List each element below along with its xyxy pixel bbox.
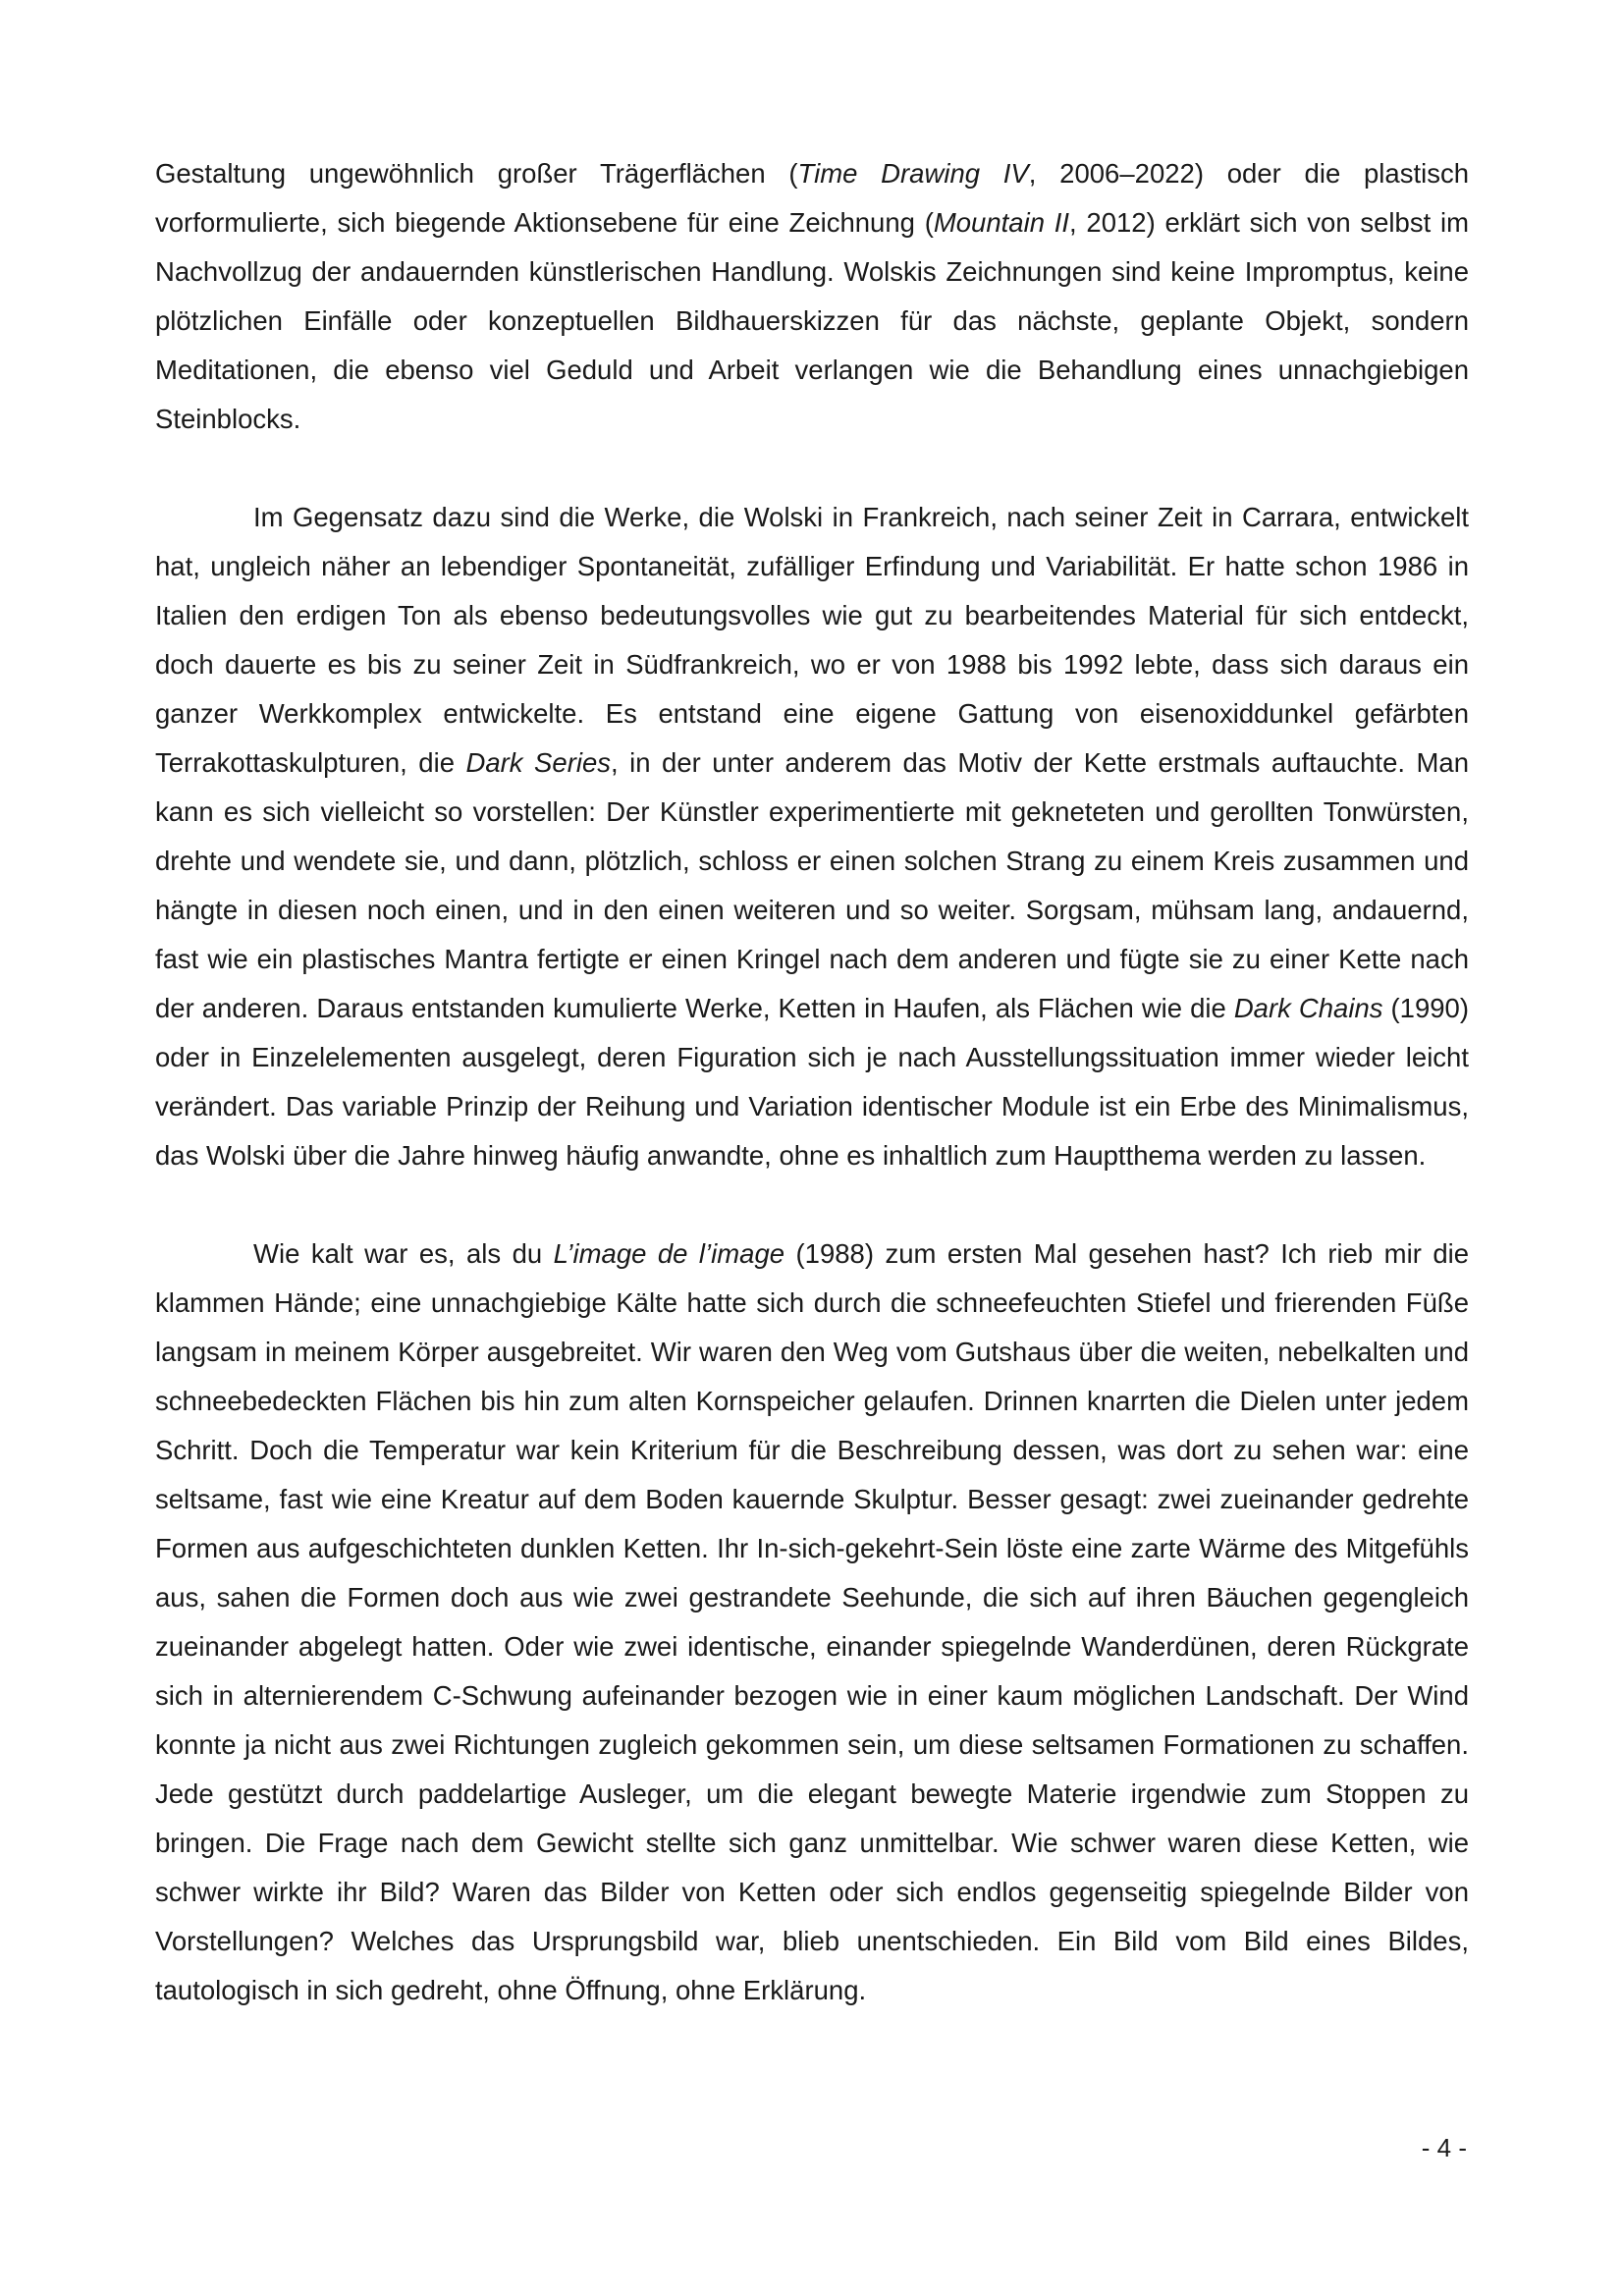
paragraph-3-segment-3: (1988) zum ersten Mal gesehen hast? Ich rieb mir die klammen Hände; eine unnachgiebige Kälte hatte sich durch die schneefeuchten Stiefel und frierenden Füße langsam in meinem Körper ausgebreitet. Wir waren den Weg vom Gutshaus über die weiten, nebelkalten und schneebedeckten Flächen bis hin zum alten Kornspeicher gelaufen. Drinnen knarrten die Dielen unter jedem Schritt. Doch die Temperatur war kein Kriterium für die Beschreibung dessen, was dort zu sehen war: eine seltsame, fast wie eine Kreatur auf dem Boden kauernde Skulptur. Besser gesagt: zwei zueinander gedrehte Formen aus aufgeschichteten dunklen Ketten. Ihr In-sich-gekehrt-Sein löste eine zarte Wärme des Mitgefühls aus, sahen die Formen doch aus wie zwei gestrandete Seehunde, die sich auf ihren Bäuchen gegengleich zueinander abgelegt hatten. Oder wie zwei identische, einander spiegelnde Wanderdünen, deren Rückgrate sich in alternierendem C-Schwung aufeinander bezogen wie in einer kaum möglichen Landschaft. Der Wind konnte ja nicht aus zwei Richtungen zugleich gekommen sein, um diese seltsamen Formationen zu schaffen. Jede gestützt durch paddelartige Ausleger, um die elegant bewegte Materie irgendwie zum Stoppen zu bringen. Die Frage nach dem Gewicht stellte sich ganz unmittelbar. Wie schwer waren diese Ketten, wie schwer wirkte ihr Bild? Waren das Bilder von Ketten oder sich endlos gegenseitig spiegelnde Bilder von Vorstellungen? Welches das Ursprungsbild war, blieb unentschieden. Ein Bild vom Bild eines Bildes, tautologisch in sich gedreht, ohne Öffnung, ohne Erklärung.: [155, 1238, 1470, 2005]
paragraph-1-segment-1: Gestaltung ungewöhnlich großer Trägerflächen (: [155, 158, 798, 189]
paragraph-2-segment-3: , in der unter anderem das Motiv der Kette erstmals auftauchte. Man kann es sich vielleicht so vorstellen: Der Künstler experimentierte mit gekneteten und gerollten Tonwürsten, drehte und wendete sie, und dann, plötzlich, schloss er einen solchen Strang zu einem Kreis zusammen und hängte in diesen noch einen, und in den einen weiteren und so weiter. Sorgsam, mühsam lang, andauernd, fast wie ein plastisches Mantra fertigte er einen Kringel nach dem anderen und fügte sie zu einer Kette nach der anderen. Daraus entstanden kumulierte Werke, Ketten in Haufen, als Flächen wie die: [155, 747, 1469, 1023]
paragraph-1: [155, 149, 1469, 444]
paragraph-3: [155, 1230, 1469, 2015]
work-title-dark-chains: Dark Chains: [1233, 993, 1383, 1023]
work-title-dark-series: Dark Series: [465, 747, 612, 778]
body-text: [155, 149, 1469, 2015]
paragraph-1-segment-5: , 2012) erklärt sich von selbst im Nachvollzug der andauernden künstlerischen Handlung. Wolskis Zeichnungen sind keine Impromptus, keine plötzlichen Einfälle oder konzeptuellen Bildhauerskizzen für das nächste, geplante Objekt, sondern Meditationen, die ebenso viel Geduld und Arbeit verlangen wie die Behandlung eines unnachgiebigen Steinblocks.: [155, 207, 1469, 434]
paragraph-2: [155, 493, 1469, 1180]
paragraph-2-segment-1: Im Gegensatz dazu sind die Werke, die Wolski in Frankreich, nach seiner Zeit in Carrara, entwickelt hat, ungleich näher an lebendiger Spontaneität, zufälliger Erfindung und Variabilität. Er hatte schon 1986 in Italien den erdigen Ton als ebenso bedeutungsvolles wie gut zu bearbeitendes Material für sich entdeckt, doch dauerte es bis zu seiner Zeit in Südfrankreich, wo er von 1988 bis 1992 lebte, dass sich daraus ein ganzer Werkkomplex entwickelte. Es entstand eine eigene Gattung von eisenoxiddunkel gefärbten Terrakottaskulpturen, die: [155, 502, 1469, 778]
work-title-mountain-ii: Mountain II: [933, 207, 1070, 238]
paragraph-2-segment-5: (1990) oder in Einzelelementen ausgelegt, deren Figuration sich je nach Ausstellungssituation immer wieder leicht verändert. Das variable Prinzip der Reihung und Variation identischer Module ist ein Erbe des Minimalismus, das Wolski über die Jahre hinweg häufig anwandte, ohne es inhaltlich zum Hauptthema werden zu lassen.: [155, 993, 1470, 1171]
paragraph-1-segment-3: , 2006–2022) oder die plastisch vorformulierte, sich biegende Aktionsebene für eine Zeichnung (: [155, 158, 1469, 238]
work-title-time-drawing-iv: Time Drawing IV: [797, 158, 1029, 189]
paragraph-3-segment-1: Wie kalt war es, als du: [253, 1238, 554, 1269]
page-number: - 4 -: [1421, 2133, 1467, 2162]
work-title-limage-de-limage: L’image de l’image: [553, 1238, 785, 1269]
